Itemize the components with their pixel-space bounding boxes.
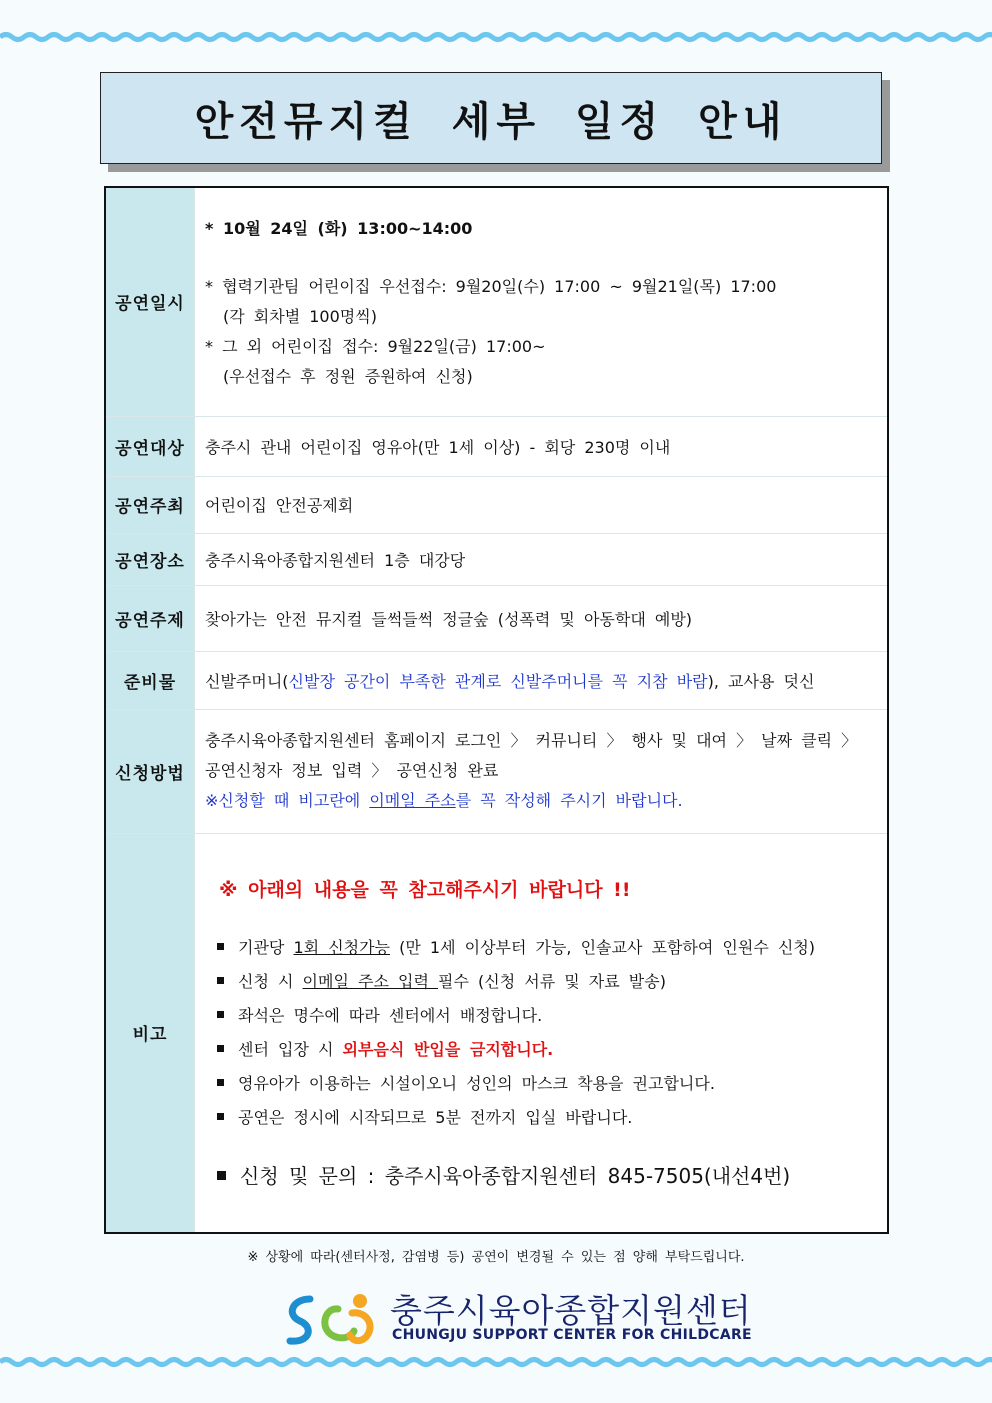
remarks-bullet-3: 좌석은 명수에 따라 센터에서 배정합니다. xyxy=(205,999,887,1033)
apply-step-1: 충주시육아종합지원센터 홈페이지 로그인 〉 커뮤니티 〉 행사 및 대여 〉 날짜 클릭 〉 xyxy=(205,731,858,750)
bullet-square-icon xyxy=(217,943,224,950)
center-name-ko: 충주시육아종합지원센터 xyxy=(390,1291,752,1330)
value-audience: 충주시 관내 어린이집 영유아(만 1세 이상) - 회당 230명 이내 xyxy=(195,416,889,476)
remarks-bullet-5: 영유아가 이용하는 시설이오니 성인의 마스크 착용을 권고합니다. xyxy=(205,1067,887,1101)
bullet-square-icon xyxy=(217,977,224,984)
row-schedule xyxy=(105,187,888,416)
label-venue: 공연장소 xyxy=(105,533,195,585)
prep-warning: 신발장 공간이 부족한 관계로 신발주머니를 꼭 지참 바람 xyxy=(288,671,708,691)
schedule-info-table xyxy=(104,186,889,1234)
remarks-bullet-4: 센터 입장 시 외부음식 반입을 금지합니다. xyxy=(205,1033,887,1067)
label-schedule: 공연일시 xyxy=(105,187,195,416)
remarks-bullet-1: 기관당 1회 신청가능 (만 1세 이상부터 가능, 인솔교사 포함하여 인원수 신청) xyxy=(205,931,887,965)
top-wave-border xyxy=(0,30,992,44)
remarks-bullet-2: 신청 시 이메일 주소 입력 필수 (신청 서류 및 자료 발송) xyxy=(205,965,887,999)
row-prep xyxy=(105,651,888,709)
row-remarks xyxy=(105,833,888,1233)
bullet-square-icon xyxy=(217,1113,224,1120)
bullet-square-icon xyxy=(217,1079,224,1086)
bullet-square-icon xyxy=(217,1011,224,1018)
title-box xyxy=(100,72,882,164)
change-notice: ※ 상황에 따라(센터사정, 감염병 등) 공연이 변경될 수 있는 점 양해 부탁드립니다. xyxy=(247,1250,745,1265)
center-logo-mark-icon xyxy=(280,1285,384,1349)
value-schedule xyxy=(195,187,889,416)
remarks-bullet-6: 공연은 정시에 시작되므로 5분 전까지 입실 바랍니다. xyxy=(205,1101,887,1135)
label-audience: 공연대상 xyxy=(105,416,195,476)
value-prep: 신발주머니(신발장 공간이 부족한 관계로 신발주머니를 꼭 지참 바람), 교사용 덧신 xyxy=(195,651,889,709)
bullet-square-icon xyxy=(217,1045,224,1052)
schedule-others: * 그 외 어린이집 접수: 9월22일(금) 17:00~ xyxy=(205,336,546,356)
center-logo xyxy=(280,1285,750,1349)
row-apply xyxy=(105,709,888,833)
bottom-wave-border xyxy=(0,1355,992,1369)
page-title: 안전뮤지컬 세부 일정 안내 xyxy=(194,98,788,145)
value-apply xyxy=(195,709,889,833)
row-theme xyxy=(105,585,888,651)
schedule-priority: * 협력기관팀 어린이집 우선접수: 9월20일(수) 17:00 ~ 9월21일(목) 17:00 xyxy=(205,276,777,296)
value-host: 어린이집 안전공제회 xyxy=(195,476,889,533)
label-apply: 신청방법 xyxy=(105,709,195,833)
apply-note: ※신청할 때 비고란에 이메일 주소를 꼭 작성해 주시기 바랍니다. xyxy=(205,791,683,810)
center-name-en: CHUNGJU SUPPORT CENTER FOR CHILDCARE xyxy=(392,1327,752,1343)
remarks-contact: 신청 및 문의 : 충주시육아종합지원센터 845-7505(내선4번) xyxy=(205,1161,887,1191)
value-theme: 찾아가는 안전 뮤지컬 들썩들썩 정글숲 (성폭력 및 아동학대 예방) xyxy=(195,585,889,651)
row-venue xyxy=(105,533,888,585)
label-host: 공연주최 xyxy=(105,476,195,533)
schedule-date: * 10월 24일 (화) 13:00~14:00 xyxy=(205,218,473,238)
schedule-priority-note: (각 회차별 100명씩) xyxy=(223,306,377,326)
apply-step-2: 공연신청자 정보 입력 〉 공연신청 완료 xyxy=(205,761,499,780)
label-prep: 준비물 xyxy=(105,651,195,709)
label-theme: 공연주제 xyxy=(105,585,195,651)
value-remarks xyxy=(195,833,889,1233)
row-host xyxy=(105,476,888,533)
remarks-headline: ※ 아래의 내용을 꼭 참고해주시기 바랍니다 !! xyxy=(219,878,631,901)
row-audience xyxy=(105,416,888,476)
schedule-others-note: (우선접수 후 정원 증원하여 신청) xyxy=(223,366,473,386)
label-remarks: 비고 xyxy=(105,833,195,1233)
value-venue: 충주시육아종합지원센터 1층 대강당 xyxy=(195,533,889,585)
bullet-square-icon xyxy=(217,1171,226,1180)
